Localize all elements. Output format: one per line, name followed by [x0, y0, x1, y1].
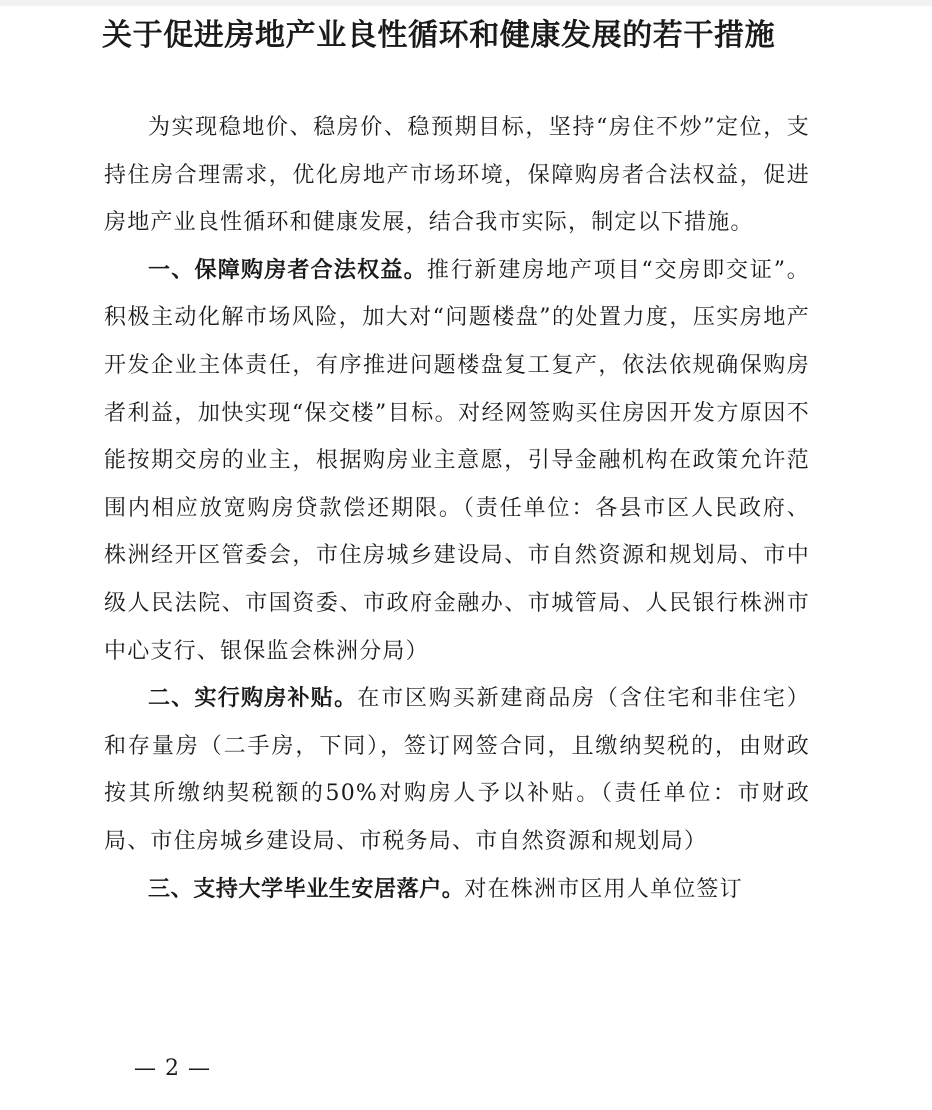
paragraph-text: 为实现稳地价、稳房价、稳预期目标，坚持“房住不炒”定位，支持住房合理需求，优化房地产市场环境，保障购房者合法权益，促进房地产业良性循环和健康发展，结合我市实际，制定以下措施。 — [104, 115, 810, 236]
paragraph-section-2 — [104, 675, 810, 865]
document-title: 关于促进房地产业良性循环和健康发展的若干措施 — [102, 18, 776, 53]
paragraph-text: 对在株洲市区用人单位签订 — [464, 876, 743, 902]
paragraph-intro — [104, 104, 810, 247]
page-number: — 2 — — [134, 1056, 211, 1081]
document-page — [104, 0, 810, 913]
paragraph-text: 推行新建房地产项目“交房即交证”。积极主动化解市场风险，加大对“问题楼盘”的处置力度，压实房地产开发企业主体责任，有序推进问题楼盘复工复产，依法依规确保购房者利益，加快实现“保交楼”目标。对经网签购买住房因开发方原因不能按期交房的业主，根据购房业主意愿，引导金融机构在政策允许范围内相应放宽购房贷款偿还期限。（责任单位：各县市区人民政府、株洲经开区管委会，市住房城乡建设局、市自然资源和规划局、市中级人民法院、市国资委、市政府金融办、市城管局、人民银行株洲市中心支行、银保监会株洲分局） — [104, 257, 810, 664]
paragraph-heading: 二、实行购房补贴。 — [148, 686, 358, 712]
paragraph-text: 在市区购买新建商品房（含住宅和非住宅）和存量房（二手房，下同），签订网签合同，且缴纳契税的，由财政按其所缴纳契税额的50%对购房人予以补贴。（责任单位：市财政局、市住房城乡建设局、市税务局、市自然资源和规划局） — [104, 686, 810, 854]
paragraph-heading: 三、支持大学毕业生安居落户。 — [148, 876, 465, 902]
paragraph-section-1 — [104, 247, 810, 675]
paragraph-section-3 — [104, 866, 810, 914]
paragraph-heading: 一、保障购房者合法权益。 — [148, 257, 427, 283]
document-body — [104, 104, 810, 913]
